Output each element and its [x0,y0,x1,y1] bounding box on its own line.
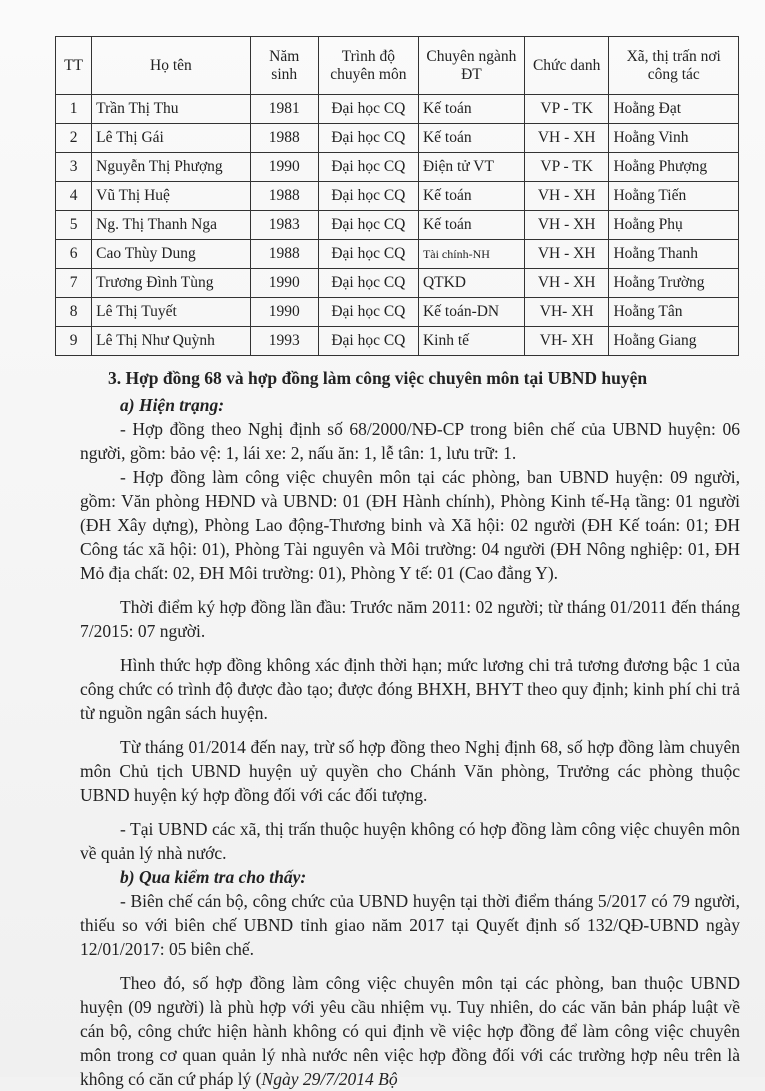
cell-qualification: Đại học CQ [318,327,418,356]
paragraph: - Hợp đồng làm công việc chuyên môn tại các phòng, ban UBND huyện: 09 người, gồm: Văn phòng HĐND và UBND: 01 (ĐH Hành chính), Phòng Kinh tế-Hạ tầng: 01 người (ĐH Xây dựng), Phòng Lao động-Thương binh và Xã hội: 02 người (ĐH Kế toán: 01; ĐH Công tác xã hội: 01), Phòng Tài nguyên và Môi trường: 04 người (ĐH Nông nghiệp: 01, ĐH Mỏ địa chất: 02, ĐH Môi trường: 01), Phòng Y tế: 01 (Cao đẳng Y). [80,467,740,583]
table-row [56,269,739,298]
cell-name: Lê Thị Tuyết [92,298,251,327]
cell-tt: 7 [56,269,92,298]
cell-position: VH- XH [524,327,609,356]
cell-name: Trần Thị Thu [92,95,251,124]
header-major: Chuyên ngành ĐT [418,37,524,95]
cell-major: Kế toán-DN [418,298,524,327]
cell-workplace: Hoằng Giang [609,327,739,356]
table-row [56,124,739,153]
subheading-inspection: b) Qua kiểm tra cho thấy: [120,867,307,887]
cell-qualification: Đại học CQ [318,182,418,211]
cell-position: VH - XH [524,269,609,298]
table-row [56,240,739,269]
table-row [56,182,739,211]
cell-birth-year: 1983 [250,211,318,240]
cell-birth-year: 1990 [250,269,318,298]
cell-position: VH - XH [524,211,609,240]
cell-tt: 5 [56,211,92,240]
cell-position: VP - TK [524,153,609,182]
cell-tt: 8 [56,298,92,327]
cell-tt: 4 [56,182,92,211]
header-position: Chức danh [524,37,609,95]
cell-birth-year: 1993 [250,327,318,356]
cell-position: VH - XH [524,124,609,153]
cell-major: Kế toán [418,124,524,153]
header-workplace: Xã, thị trấn nơi công tác [609,37,739,95]
cell-workplace: Hoằng Trường [609,269,739,298]
cell-qualification: Đại học CQ [318,153,418,182]
paragraph: - Tại UBND các xã, thị trấn thuộc huyện không có hợp đồng làm công việc chuyên môn về quản lý nhà nước. [80,819,740,863]
cell-position: VP - TK [524,95,609,124]
table-row [56,153,739,182]
cell-qualification: Đại học CQ [318,269,418,298]
paragraph: Hình thức hợp đồng không xác định thời hạn; mức lương chi trả tương đương bậc 1 của công chức có trình độ được đào tạo; được đóng BHXH, BHYT theo quy định; kinh phí chi trả từ nguồn ngân sách huyện. [80,655,740,723]
cell-position: VH- XH [524,298,609,327]
paragraph: - Hợp đồng theo Nghị định số 68/2000/NĐ-CP trong biên chế của UBND huyện: 06 người, gồm: bảo vệ: 1, lái xe: 2, nấu ăn: 1, lễ tân: 1, lưu trữ: 1. [80,419,740,463]
table-row [56,95,739,124]
cell-birth-year: 1981 [250,95,318,124]
cell-tt: 1 [56,95,92,124]
cell-major: Kinh tế [418,327,524,356]
cell-birth-year: 1990 [250,153,318,182]
cell-tt: 2 [56,124,92,153]
cell-tt: 9 [56,327,92,356]
cell-major: Điện tử VT [418,153,524,182]
header-name: Họ tên [92,37,251,95]
paragraph-text: Theo đó, số hợp đồng làm công việc chuyên môn tại các phòng, ban thuộc UBND huyện (09 người) là phù hợp với yêu cầu nhiệm vụ. Tuy nhiên, do các văn bản pháp luật về cán bộ, công chức hiện hành không có qui định về việc hợp đồng để làm công việc chuyên môn trong cơ quan quản lý nhà nước nên việc hợp đồng đối với các trường hợp nêu trên là không có căn cứ pháp lý ( [80,973,740,1089]
cell-name: Trương Đình Tùng [92,269,251,298]
cell-name: Ng. Thị Thanh Nga [92,211,251,240]
cell-birth-year: 1990 [250,298,318,327]
cell-name: Vũ Thị Huệ [92,182,251,211]
paragraph [80,971,740,1091]
cell-name: Nguyễn Thị Phượng [92,153,251,182]
cell-birth-year: 1988 [250,124,318,153]
header-qualification: Trình độ chuyên môn [318,37,418,95]
cell-major: Kế toán [418,95,524,124]
cell-tt: 3 [56,153,92,182]
cell-name: Cao Thùy Dung [92,240,251,269]
cell-workplace: Hoằng Phụ [609,211,739,240]
document-body [80,366,740,1091]
cell-position: VH - XH [524,182,609,211]
cell-birth-year: 1988 [250,240,318,269]
reference-italic: Ngày 29/7/2014 Bộ [261,1069,398,1089]
section-heading: 3. Hợp đồng 68 và hợp đồng làm công việc chuyên môn tại UBND huyện [108,368,648,388]
cell-name: Lê Thị Gái [92,124,251,153]
cell-workplace: Hoằng Thanh [609,240,739,269]
cell-qualification: Đại học CQ [318,240,418,269]
cell-workplace: Hoằng Đạt [609,95,739,124]
table-header-row [56,37,739,95]
cell-qualification: Đại học CQ [318,211,418,240]
cell-major: Kế toán [418,182,524,211]
header-birth-year: Năm sinh [250,37,318,95]
cell-workplace: Hoằng Tân [609,298,739,327]
subheading-current-status: a) Hiện trạng: [120,395,225,415]
table-row [56,298,739,327]
paragraph: Từ tháng 01/2014 đến nay, trừ số hợp đồng theo Nghị định 68, số hợp đồng làm chuyên môn Chủ tịch UBND huyện uỷ quyền cho Chánh Văn phòng, Trưởng các phòng thuộc UBND huyện ký hợp đồng đối với các đối tượng. [80,737,740,805]
cell-major: Kế toán [418,211,524,240]
cell-major: QTKD [418,269,524,298]
cell-qualification: Đại học CQ [318,95,418,124]
cell-workplace: Hoằng Tiến [609,182,739,211]
cell-major: Tài chính-NH [418,240,524,269]
table-row [56,327,739,356]
paragraph: - Biên chế cán bộ, công chức của UBND huyện tại thời điểm tháng 5/2017 có 79 người, thiếu so với biên chế UBND tỉnh giao năm 2017 tại Quyết định số 132/QĐ-UBND ngày 12/01/2017: 05 biên chế. [80,891,740,959]
cell-qualification: Đại học CQ [318,124,418,153]
cell-workplace: Hoằng Vinh [609,124,739,153]
cell-birth-year: 1988 [250,182,318,211]
cell-qualification: Đại học CQ [318,298,418,327]
cell-name: Lê Thị Như Quỳnh [92,327,251,356]
table-row [56,211,739,240]
cell-position: VH - XH [524,240,609,269]
cell-tt: 6 [56,240,92,269]
staff-table [55,36,739,356]
header-tt: TT [56,37,92,95]
paragraph: Thời điểm ký hợp đồng lần đầu: Trước năm 2011: 02 người; từ tháng 01/2011 đến tháng 7/2015: 07 người. [80,597,740,641]
cell-workplace: Hoằng Phượng [609,153,739,182]
